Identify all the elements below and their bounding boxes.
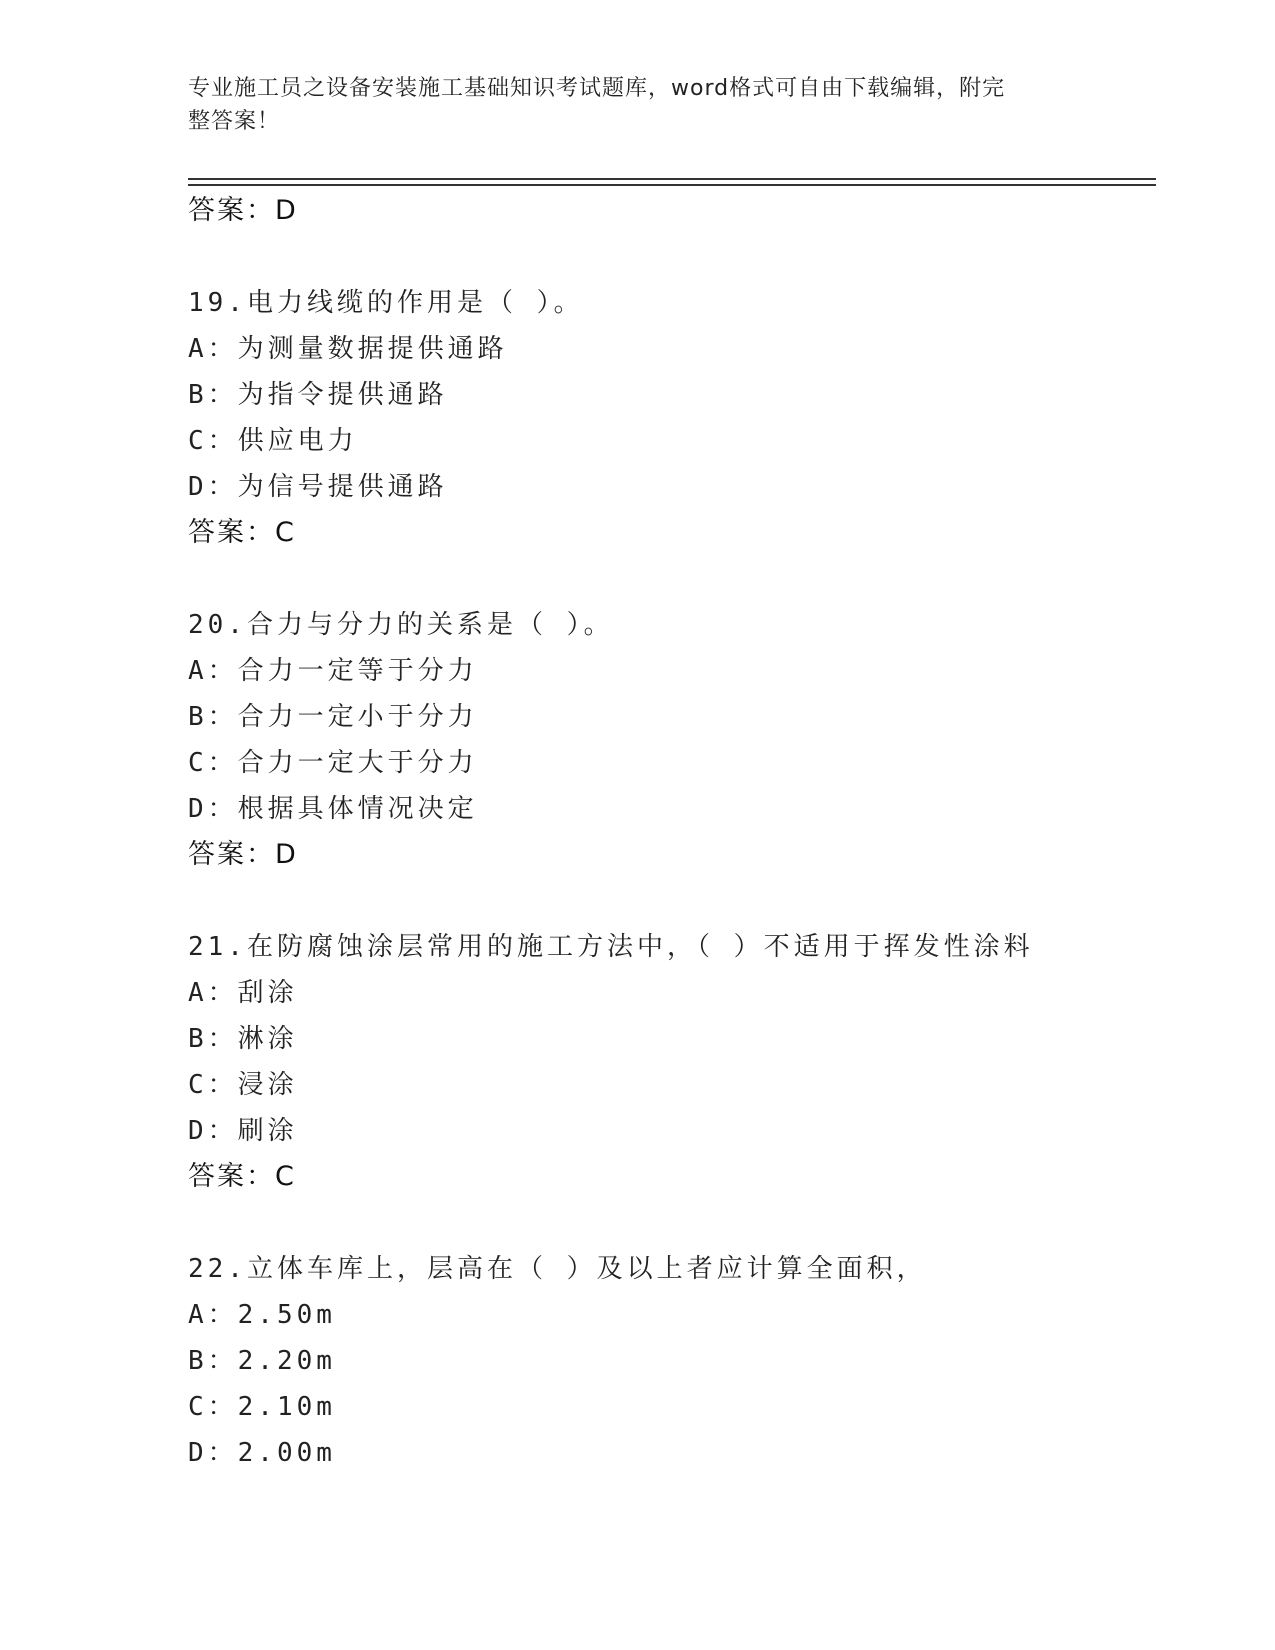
answer-line: 答案：C — [188, 1161, 296, 1192]
option-c: C：2.10m — [188, 1392, 336, 1422]
answer-line: 答案：D — [188, 195, 298, 226]
question-block — [188, 602, 1148, 878]
header-divider-bottom — [188, 184, 1156, 186]
question-stem: 20.合力与分力的关系是（ ）。 — [188, 610, 614, 640]
question-block — [188, 924, 1148, 1200]
question-block — [188, 1246, 1148, 1476]
question-block — [188, 280, 1148, 556]
document-header — [188, 72, 1068, 138]
option-a: A：刮涂 — [188, 978, 298, 1008]
option-d: D：为信号提供通路 — [188, 472, 448, 502]
question-stem: 22.立体车库上，层高在（ ）及以上者应计算全面积， — [188, 1254, 927, 1284]
option-a: A：2.50m — [188, 1300, 336, 1330]
spacer — [188, 878, 1148, 924]
option-c: C：合力一定大于分力 — [188, 748, 478, 778]
header-divider-top — [188, 178, 1156, 180]
spacer — [188, 556, 1148, 602]
option-b: B：为指令提供通路 — [188, 380, 448, 410]
option-d: D：2.00m — [188, 1438, 336, 1468]
spacer — [188, 1200, 1148, 1246]
option-a: A：合力一定等于分力 — [188, 656, 478, 686]
option-d: D：刷涂 — [188, 1116, 298, 1146]
option-c: C：浸涂 — [188, 1070, 298, 1100]
option-c: C：供应电力 — [188, 426, 358, 456]
option-b: B：2.20m — [188, 1346, 336, 1376]
option-b: B：合力一定小于分力 — [188, 702, 478, 732]
option-d: D：根据具体情况决定 — [188, 794, 478, 824]
option-b: B：淋涂 — [188, 1024, 298, 1054]
spacer — [188, 234, 1148, 280]
question-stem: 19.电力线缆的作用是（ ）。 — [188, 288, 584, 318]
answer-line: 答案：D — [188, 839, 298, 870]
header-line-1: 专业施工员之设备安装施工基础知识考试题库，word格式可自由下载编辑，附完 — [188, 76, 1006, 101]
question-stem: 21.在防腐蚀涂层常用的施工方法中，（ ）不适用于挥发性涂料 — [188, 932, 1034, 962]
question-list — [188, 188, 1148, 1476]
header-line-2: 整答案！ — [188, 109, 281, 134]
answer-line: 答案：C — [188, 517, 296, 548]
option-a: A：为测量数据提供通路 — [188, 334, 508, 364]
